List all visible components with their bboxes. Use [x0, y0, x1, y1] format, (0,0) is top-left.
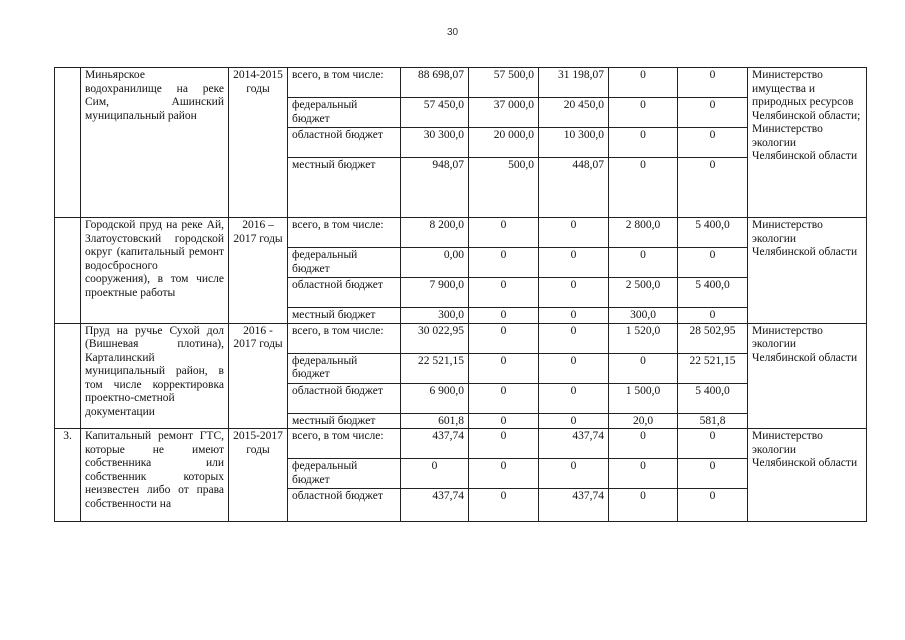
amount-cell: 300,0 — [609, 308, 678, 324]
amount-cell: 57 500,0 — [469, 68, 539, 98]
amount-cell: 437,74 — [539, 429, 609, 459]
amount-cell: 2 500,0 — [609, 278, 678, 308]
amount-cell: 601,8 — [401, 413, 469, 429]
amount-cell: 8 200,0 — [401, 218, 469, 248]
amount-cell: 0 — [469, 383, 539, 413]
amount-cell: 20 450,0 — [539, 98, 609, 128]
row-number: 3. — [55, 429, 81, 522]
table-row — [55, 218, 867, 248]
page-number: 30 — [446, 27, 459, 38]
amount-cell: 30 300,0 — [401, 128, 469, 158]
responsible-line: Министерство имущества и природных ресурсов Челябинской области; — [752, 69, 861, 122]
amount-cell: 448,07 — [539, 158, 609, 218]
funding-source: областной бюджет — [288, 489, 401, 522]
amount-cell: 0 — [609, 68, 678, 98]
amount-cell: 31 198,07 — [539, 68, 609, 98]
funding-source: областной бюджет — [288, 278, 401, 308]
amount-cell: 0 — [678, 158, 748, 218]
amount-cell: 22 521,15 — [401, 353, 469, 383]
amount-cell: 0 — [678, 459, 748, 489]
amount-cell: 437,74 — [401, 489, 469, 522]
amount-cell: 57 450,0 — [401, 98, 469, 128]
funding-source: всего, в том числе: — [288, 68, 401, 98]
responsible-executor — [748, 429, 867, 522]
amount-cell: 22 521,15 — [678, 353, 748, 383]
table-row — [55, 68, 867, 98]
amount-cell: 0 — [401, 459, 469, 489]
funding-source: местный бюджет — [288, 413, 401, 429]
amount-cell: 0 — [469, 248, 539, 278]
amount-cell: 28 502,95 — [678, 323, 748, 353]
amount-cell: 0 — [539, 383, 609, 413]
table-row — [55, 429, 867, 459]
amount-cell: 0 — [609, 128, 678, 158]
responsible-executor — [748, 323, 867, 429]
amount-cell: 0 — [539, 248, 609, 278]
responsible-line: Министерство экологии Челябинской области — [752, 324, 858, 364]
row-number — [55, 323, 81, 429]
amount-cell: 0 — [609, 489, 678, 522]
funding-source: областной бюджет — [288, 128, 401, 158]
amount-cell: 0 — [539, 323, 609, 353]
funding-source: федеральный бюджет — [288, 353, 401, 383]
amount-cell: 5 400,0 — [678, 383, 748, 413]
amount-cell: 0 — [678, 98, 748, 128]
amount-cell: 0 — [678, 489, 748, 522]
period-years: 2014-2015 годы — [229, 68, 288, 218]
period-years: 2015-2017 годы — [229, 429, 288, 522]
responsible-line: Министерство экологии Челябинской области — [752, 430, 858, 469]
amount-cell: 0 — [469, 218, 539, 248]
amount-cell: 500,0 — [469, 158, 539, 218]
object-name: Миньярское водохранилище на реке Сим, Ашинский муниципальный район — [81, 68, 229, 218]
responsible-line: Министерство экологии Челябинской области — [752, 219, 858, 258]
amount-cell: 5 400,0 — [678, 218, 748, 248]
amount-cell: 20,0 — [609, 413, 678, 429]
amount-cell: 437,74 — [401, 429, 469, 459]
funding-source: всего, в том числе: — [288, 429, 401, 459]
funding-source: всего, в том числе: — [288, 323, 401, 353]
table-body — [55, 68, 867, 522]
responsible-executor — [748, 218, 867, 324]
amount-cell: 0 — [469, 459, 539, 489]
amount-cell: 0,00 — [401, 248, 469, 278]
amount-cell: 581,8 — [678, 413, 748, 429]
amount-cell: 0 — [678, 308, 748, 324]
financing-table — [54, 67, 867, 522]
funding-source: местный бюджет — [288, 158, 401, 218]
amount-cell: 0 — [539, 308, 609, 324]
amount-cell: 2 800,0 — [609, 218, 678, 248]
amount-cell: 0 — [678, 248, 748, 278]
amount-cell: 7 900,0 — [401, 278, 469, 308]
responsible-line: Министерство экологии Челябинской области — [752, 123, 858, 162]
table-row — [55, 323, 867, 353]
object-name: Городской пруд на реке Ай, Златоустовский городской округ (капитальный ремонт водосбросного сооружения), в том числе проектные работы — [81, 218, 229, 324]
amount-cell: 0 — [539, 353, 609, 383]
amount-cell: 0 — [539, 413, 609, 429]
amount-cell: 1 500,0 — [609, 383, 678, 413]
responsible-executor — [748, 68, 867, 218]
amount-cell: 0 — [678, 128, 748, 158]
amount-cell: 0 — [539, 278, 609, 308]
amount-cell: 0 — [609, 98, 678, 128]
funding-source: всего, в том числе: — [288, 218, 401, 248]
amount-cell: 10 300,0 — [539, 128, 609, 158]
amount-cell: 20 000,0 — [469, 128, 539, 158]
amount-cell: 0 — [469, 308, 539, 324]
object-name: Пруд на ручье Сухой дол (Вишневая плотина), Карталинский муниципальный район, в том числе корректировка проектно-сметной документации — [81, 323, 229, 429]
amount-cell: 0 — [678, 68, 748, 98]
amount-cell: 0 — [539, 218, 609, 248]
amount-cell: 5 400,0 — [678, 278, 748, 308]
amount-cell: 0 — [609, 353, 678, 383]
amount-cell: 300,0 — [401, 308, 469, 324]
row-number — [55, 218, 81, 324]
amount-cell: 0 — [609, 248, 678, 278]
funding-source: областной бюджет — [288, 383, 401, 413]
funding-source: федеральный бюджет — [288, 459, 401, 489]
amount-cell: 0 — [469, 323, 539, 353]
amount-cell: 0 — [469, 278, 539, 308]
funding-source: местный бюджет — [288, 308, 401, 324]
funding-source: федеральный бюджет — [288, 98, 401, 128]
row-number — [55, 68, 81, 218]
object-name: Капитальный ремонт ГТС, которые не имеют собственника или собственник которых неизвестен либо от права собственности на — [81, 429, 229, 522]
period-years: 2016 - 2017 годы — [229, 323, 288, 429]
amount-cell: 437,74 — [539, 489, 609, 522]
amount-cell: 0 — [539, 459, 609, 489]
amount-cell: 0 — [469, 413, 539, 429]
amount-cell: 88 698,07 — [401, 68, 469, 98]
amount-cell: 6 900,0 — [401, 383, 469, 413]
amount-cell: 948,07 — [401, 158, 469, 218]
amount-cell: 37 000,0 — [469, 98, 539, 128]
amount-cell: 0 — [609, 158, 678, 218]
amount-cell: 0 — [469, 429, 539, 459]
amount-cell: 0 — [469, 489, 539, 522]
period-years: 2016 – 2017 годы — [229, 218, 288, 324]
amount-cell: 0 — [678, 429, 748, 459]
amount-cell: 0 — [609, 459, 678, 489]
funding-source: федеральный бюджет — [288, 248, 401, 278]
amount-cell: 1 520,0 — [609, 323, 678, 353]
amount-cell: 0 — [469, 353, 539, 383]
amount-cell: 0 — [609, 429, 678, 459]
amount-cell: 30 022,95 — [401, 323, 469, 353]
